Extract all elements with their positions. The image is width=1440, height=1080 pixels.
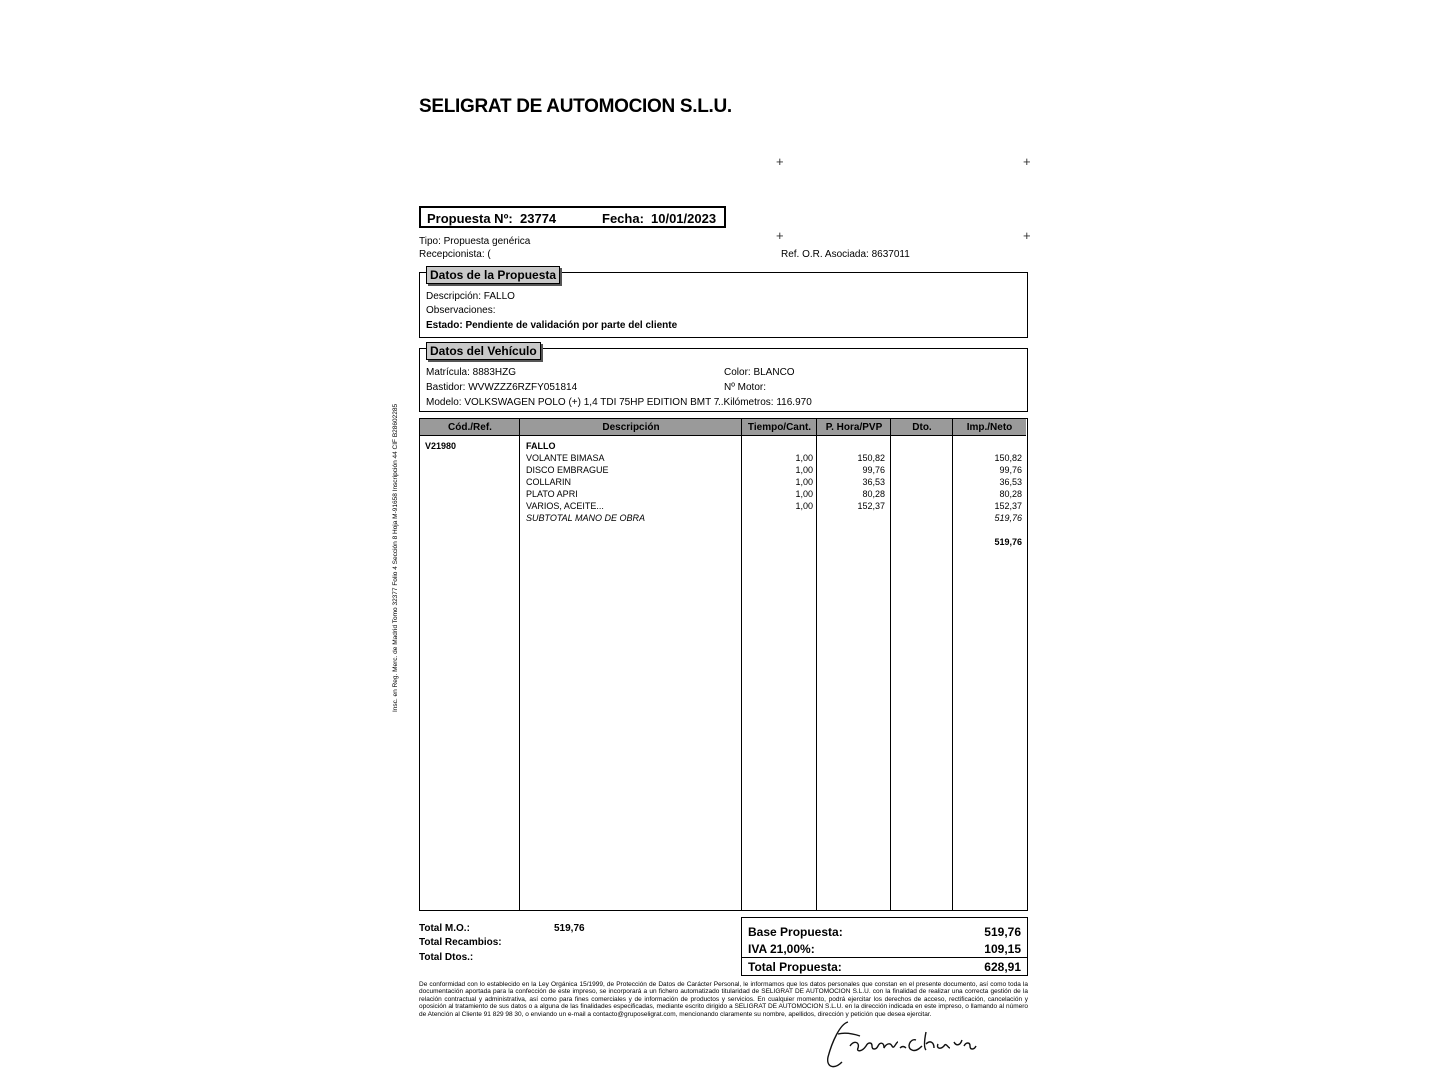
- crosshair-mark: +: [776, 228, 784, 243]
- ref-or-line: Ref. O.R. Asociada: 8637011: [781, 249, 910, 260]
- row-qty: 1,00: [795, 501, 813, 511]
- legal-notice: De conformidad con lo establecido en la Ley Orgánica 15/1999, de Protección de Datos de Carácter Personal, le informamos que los datos personales que constan en el presente documento, así como toda la documentación aportada para la confección de este impreso, se incorporará a un fichero automatizado titularidad de SELIGRAT DE AUTOMOCION S.L.U. con la finalidad de realizar una correcta gestión de la relación contractual y administrativa, así como para fines comerciales y de información de productos y servicios. En cualquier momento, podrá ejercitar los derechos de acceso, rectificación, cancelación y oposición al tratamiento de sus datos o a alguna de las finalidades especificadas, mediante escrito dirigido a SELIGRAT DE AUTOMOCION S.L.U. en la dirección indicada en este impreso, o llamando al número de Atención al Cliente 91 829 98 30, o enviando un e-mail a contacto@gruposeligrat.com, mencionando claramente su nombre, apellidos, dirección y petición que desea ejercitar.: [419, 981, 1028, 1018]
- iva-value: 109,15: [984, 942, 1021, 956]
- column-divider: [519, 419, 520, 910]
- row-qty: 1,00: [795, 489, 813, 499]
- items-table: [419, 418, 1028, 911]
- proposal-observations: Observaciones:: [426, 305, 496, 316]
- total-mo-label: Total M.O.:: [419, 923, 470, 934]
- col-header-qty: Tiempo/Cant.: [742, 419, 817, 436]
- row-qty: 1,00: [795, 477, 813, 487]
- totals-box: [741, 917, 1028, 976]
- total-value: 628,91: [984, 960, 1021, 974]
- vehicle-engine: Nº Motor:: [724, 382, 766, 393]
- totals-divider: [742, 957, 1027, 958]
- row-price: 36,53: [862, 477, 885, 487]
- crosshair-mark: +: [1023, 154, 1031, 169]
- proposal-data-title: Datos de la Propuesta: [426, 266, 560, 284]
- iva-label: IVA 21,00%:: [748, 942, 815, 956]
- vehicle-plate: Matrícula: 8883HZG: [426, 367, 517, 378]
- signature-image: [820, 1012, 980, 1072]
- proposal-description: Descripción: FALLO: [426, 291, 515, 302]
- vehicle-vin: Bastidor: WVWZZZ6RZFY051814: [426, 382, 578, 393]
- vehicle-data-title: Datos del Vehículo: [426, 342, 541, 360]
- row-qty: 1,00: [795, 465, 813, 475]
- crosshair-mark: +: [1023, 228, 1031, 243]
- col-header-net: Imp./Neto: [953, 419, 1026, 436]
- base-label: Base Propuesta:: [748, 925, 843, 939]
- total-discounts-label: Total Dtos.:: [419, 952, 474, 963]
- base-value: 519,76: [984, 925, 1021, 939]
- subtotal-value: 519,76: [994, 513, 1022, 523]
- vehicle-model: Modelo: VOLKSWAGEN POLO (+) 1,4 TDI 75HP EDITION BMT 7: [426, 397, 720, 408]
- row-price: 99,76: [862, 465, 885, 475]
- column-divider: [890, 419, 891, 910]
- row-price: 152,37: [857, 501, 885, 511]
- crosshair-mark: +: [776, 154, 784, 169]
- row-description: COLLARIN: [526, 477, 572, 487]
- proposal-date-label: Fecha:: [602, 211, 644, 226]
- vehicle-color: Color: BLANCO: [724, 367, 795, 378]
- tipo-line: Tipo: Propuesta genérica: [419, 236, 531, 247]
- col-header-price: P. Hora/PVP: [817, 419, 891, 436]
- company-name: SELIGRAT DE AUTOMOCION S.L.U.: [419, 96, 732, 117]
- table-total: 519,76: [994, 537, 1022, 547]
- item-code: V21980: [425, 441, 457, 451]
- proposal-number: 23774: [520, 211, 557, 226]
- vehicle-km: ..Kilómetros: 116.970: [718, 397, 812, 408]
- subtotal-label: SUBTOTAL MANO DE OBRA: [526, 513, 646, 523]
- registry-text: Insc. en Reg. Merc. de Madrid Tomo 32377 Folio 4 Sección 8 Hoja M-91658 Inscripción 44 CIF B28602285: [392, 403, 399, 712]
- row-net: 152,37: [994, 501, 1022, 511]
- proposal-status: Estado: Pendiente de validación por parte del cliente: [426, 320, 678, 331]
- proposal-header-box: [419, 206, 726, 228]
- col-header-discount: Dto.: [891, 419, 953, 436]
- row-net: 36,53: [999, 477, 1022, 487]
- total-label: Total Propuesta:: [748, 960, 842, 974]
- total-mo-value: 519,76: [554, 923, 585, 934]
- col-header-code: Cód./Ref.: [420, 419, 520, 436]
- row-qty: 1,00: [795, 453, 813, 463]
- proposal-date: 10/01/2023: [651, 211, 717, 226]
- row-description: VOLANTE BIMASA: [526, 453, 605, 463]
- column-divider: [816, 419, 817, 910]
- item-group: FALLO: [526, 441, 556, 451]
- proposal-number-label: Propuesta Nº:: [427, 211, 513, 226]
- row-price: 80,28: [862, 489, 885, 499]
- row-net: 150,82: [994, 453, 1022, 463]
- row-description: VARIOS, ACEITE...: [526, 501, 604, 511]
- column-divider: [741, 419, 742, 910]
- row-net: 99,76: [999, 465, 1022, 475]
- row-description: DISCO EMBRAGUE: [526, 465, 609, 475]
- total-parts-label: Total Recambios:: [419, 937, 502, 948]
- row-net: 80,28: [999, 489, 1022, 499]
- row-description: PLATO APRI: [526, 489, 578, 499]
- column-divider: [952, 419, 953, 910]
- recepcionista-line: Recepcionista: (: [419, 249, 491, 260]
- row-price: 150,82: [857, 453, 885, 463]
- col-header-description: Descripción: [520, 419, 742, 436]
